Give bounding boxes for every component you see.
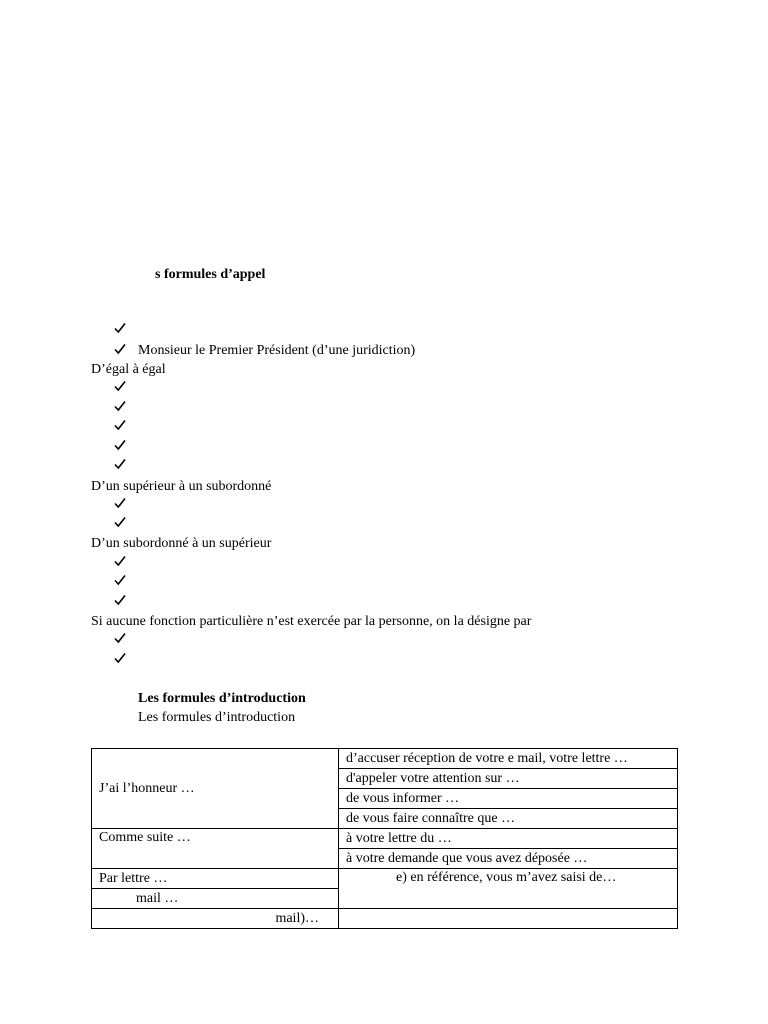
checkmark-icon xyxy=(114,594,126,606)
table-cell: d’accuser réception de votre e mail, votre lettre … xyxy=(339,749,678,769)
checkmark-icon xyxy=(114,516,126,528)
checkmark-icon xyxy=(114,343,126,355)
checkmark-icon xyxy=(114,380,126,392)
table-cell: de vous informer … xyxy=(339,789,678,809)
checkmark-icon xyxy=(114,400,126,412)
page-title: s formules d’appel xyxy=(155,267,266,282)
checkmark-icon xyxy=(114,419,126,431)
section-label: D’égal à égal xyxy=(91,362,166,377)
table-cell: Comme suite … xyxy=(92,829,339,869)
table-cell: J’ai l’honneur … xyxy=(92,749,339,829)
table-row xyxy=(92,749,678,769)
table-row xyxy=(92,869,678,889)
checkmark-icon xyxy=(114,555,126,567)
checkmark-icon xyxy=(114,322,126,334)
section-heading: Les formules d’introduction xyxy=(138,691,306,706)
table-row xyxy=(92,829,678,849)
section-label: D’un supérieur à un subordonné xyxy=(91,479,272,494)
checkmark-icon xyxy=(114,497,126,509)
checkmark-icon xyxy=(114,458,126,470)
table-cell: à votre demande que vous avez déposée … xyxy=(339,849,678,869)
table-row xyxy=(92,909,678,929)
table-cell: à votre lettre du … xyxy=(339,829,678,849)
table-cell: Par lettre … xyxy=(92,869,339,889)
checkmark-icon xyxy=(114,652,126,664)
table-cell: mail)… xyxy=(92,909,339,929)
table-cell: d'appeler votre attention sur … xyxy=(339,769,678,789)
table-cell: e) en référence, vous m’avez saisi de… xyxy=(339,869,678,909)
checkmark-icon xyxy=(114,439,126,451)
section-label: Si aucune fonction particulière n’est exercée par la personne, on la désigne par xyxy=(91,614,532,629)
table-cell xyxy=(339,909,678,929)
list-item-text: Monsieur le Premier Président (d’une juridiction) xyxy=(138,343,416,358)
checkmark-icon xyxy=(114,574,126,586)
section-subheading: Les formules d’introduction xyxy=(138,710,296,725)
checkmark-icon xyxy=(114,632,126,644)
section-label: D’un subordonné à un supérieur xyxy=(91,536,272,551)
table-cell: de vous faire connaître que … xyxy=(339,809,678,829)
table-cell: mail … xyxy=(92,889,339,909)
introduction-table xyxy=(91,748,678,929)
